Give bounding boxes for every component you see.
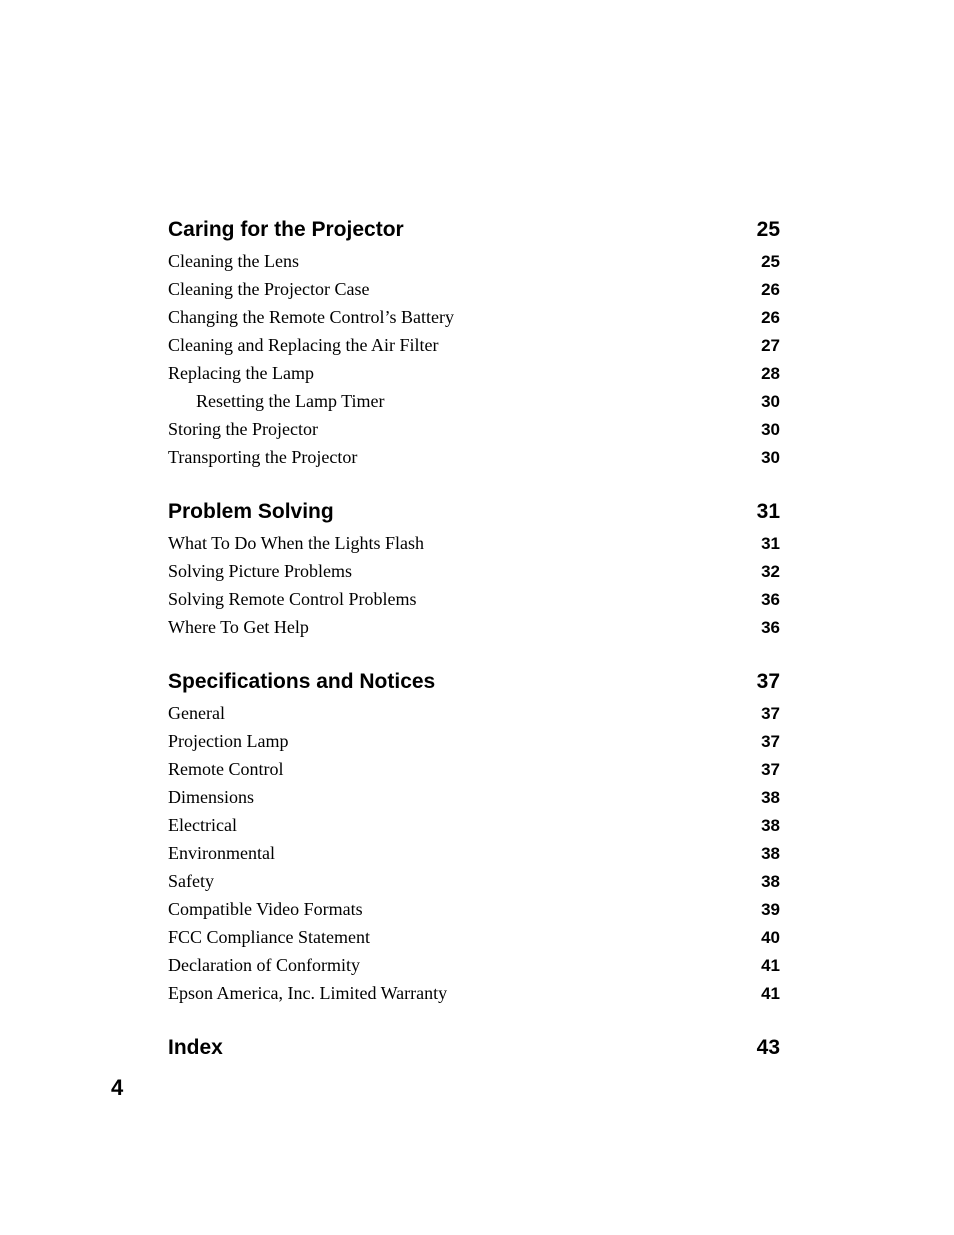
section-title: Caring for the Projector	[168, 218, 404, 241]
toc-section	[168, 665, 780, 1007]
section-heading[interactable]	[168, 213, 780, 247]
toc-entry[interactable]	[168, 867, 780, 895]
entry-page-number: 26	[761, 308, 780, 327]
entry-title: Cleaning and Replacing the Air Filter	[168, 335, 439, 355]
entry-title: Dimensions	[168, 787, 255, 807]
toc-entry[interactable]	[168, 585, 780, 613]
section-page-number: 43	[756, 1036, 780, 1059]
entry-page-number: 28	[761, 364, 780, 383]
entry-page-number: 41	[761, 956, 780, 975]
toc-entry[interactable]	[168, 979, 780, 1007]
toc-entry[interactable]	[168, 529, 780, 557]
entry-title: FCC Compliance Statement	[168, 927, 370, 947]
toc-entry[interactable]	[168, 303, 780, 331]
entry-title: Safety	[168, 871, 214, 891]
entry-title: Transporting the Projector	[168, 447, 358, 467]
toc-entry[interactable]	[168, 727, 780, 755]
entry-page-number: 37	[761, 760, 780, 779]
entry-title: What To Do When the Lights Flash	[168, 533, 425, 553]
toc-entry[interactable]	[168, 359, 780, 387]
entry-page-number: 39	[761, 900, 780, 919]
section-heading[interactable]	[168, 665, 780, 699]
entry-page-number: 37	[761, 704, 780, 723]
toc-entry[interactable]	[168, 783, 780, 811]
toc-section	[168, 213, 780, 471]
entry-page-number: 27	[761, 336, 780, 355]
toc-entry[interactable]	[168, 443, 780, 471]
entry-title: Where To Get Help	[168, 617, 309, 637]
entry-title: Projection Lamp	[168, 731, 289, 751]
section-title: Index	[168, 1036, 223, 1059]
entry-title: Changing the Remote Control’s Battery	[168, 307, 454, 327]
section-page-number: 25	[756, 218, 780, 241]
toc-entry[interactable]	[168, 557, 780, 585]
toc-entry[interactable]	[168, 613, 780, 641]
entry-page-number: 37	[761, 732, 780, 751]
entry-title: Solving Picture Problems	[168, 561, 352, 581]
toc-entry[interactable]	[168, 895, 780, 923]
entry-title: Replacing the Lamp	[168, 363, 314, 383]
section-page-number: 37	[756, 670, 780, 693]
toc-entry[interactable]	[168, 755, 780, 783]
entry-title: General	[168, 703, 225, 723]
entry-title: Epson America, Inc. Limited Warranty	[168, 983, 448, 1003]
page-number: 4	[111, 1075, 124, 1100]
entry-page-number: 38	[761, 788, 780, 807]
entry-title: Declaration of Conformity	[168, 955, 360, 975]
toc-entry[interactable]	[168, 811, 780, 839]
entry-page-number: 30	[761, 448, 780, 467]
entry-page-number: 36	[761, 590, 780, 609]
entry-page-number: 38	[761, 872, 780, 891]
entry-title: Electrical	[168, 815, 237, 835]
entry-title: Environmental	[168, 843, 275, 863]
section-title: Specifications and Notices	[168, 670, 436, 693]
toc-entry[interactable]	[168, 275, 780, 303]
toc-entry[interactable]	[168, 387, 780, 415]
toc-section	[168, 1031, 780, 1065]
section-title: Problem Solving	[168, 500, 334, 523]
toc-entry[interactable]	[168, 415, 780, 443]
entry-page-number: 38	[761, 816, 780, 835]
toc-entry[interactable]	[168, 923, 780, 951]
entry-page-number: 41	[761, 984, 780, 1003]
entry-title: Cleaning the Lens	[168, 251, 299, 271]
entry-page-number: 36	[761, 618, 780, 637]
entry-title: Storing the Projector	[168, 419, 318, 439]
entry-title: Resetting the Lamp Timer	[196, 391, 385, 411]
entry-page-number: 38	[761, 844, 780, 863]
toc-entry[interactable]	[168, 839, 780, 867]
toc-entry[interactable]	[168, 331, 780, 359]
toc-entry[interactable]	[168, 247, 780, 275]
entry-page-number: 30	[761, 392, 780, 411]
toc-entry[interactable]	[168, 699, 780, 727]
entry-page-number: 31	[761, 534, 780, 553]
entry-title: Solving Remote Control Problems	[168, 589, 417, 609]
entry-page-number: 32	[761, 562, 780, 581]
entry-title: Cleaning the Projector Case	[168, 279, 370, 299]
section-page-number: 31	[756, 500, 780, 523]
entry-page-number: 40	[761, 928, 780, 947]
entry-title: Remote Control	[168, 759, 284, 779]
entry-page-number: 25	[761, 252, 780, 271]
toc-entry[interactable]	[168, 951, 780, 979]
toc-section	[168, 495, 780, 641]
section-heading[interactable]	[168, 495, 780, 529]
entry-page-number: 26	[761, 280, 780, 299]
table-of-contents	[168, 213, 780, 1089]
entry-page-number: 30	[761, 420, 780, 439]
entry-title: Compatible Video Formats	[168, 899, 363, 919]
section-heading[interactable]	[168, 1031, 780, 1065]
